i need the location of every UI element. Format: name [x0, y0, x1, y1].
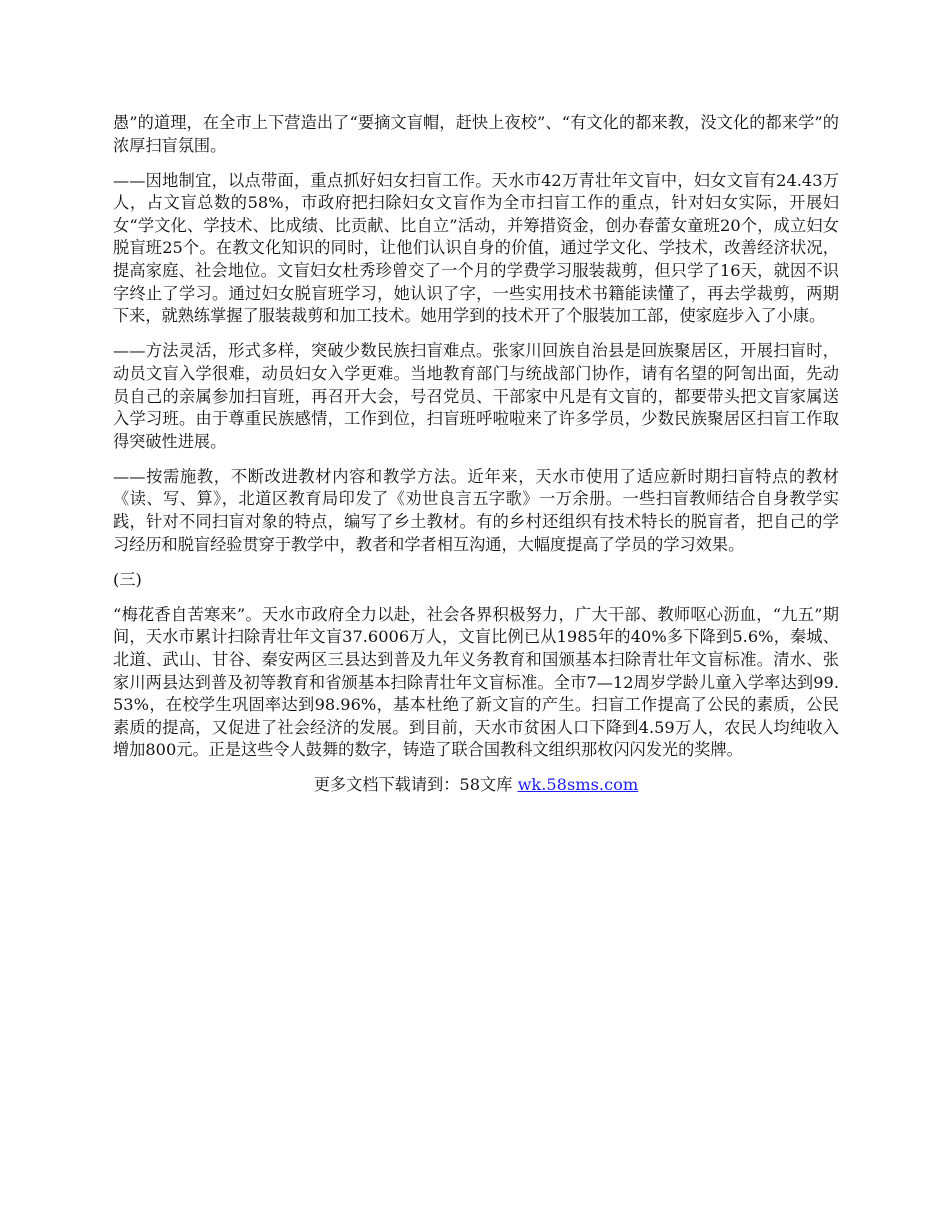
section-heading: (三) [113, 569, 142, 589]
paragraph-intro: 愚”的道理，在全市上下营造出了“要摘文盲帽，赶快上夜校”、“有文化的都来教，没文化的都来学”的浓厚扫盲氛围。 [113, 113, 839, 155]
paragraph-teaching-methods: ——按需施教，不断改进教材内容和教学方法。近年来，天水市使用了适应新时期扫盲特点的教材《读、写、算》，北道区教育局印发了《劝世良言五字歌》一万余册。一些扫盲教师结合自身教学实践，针对不同扫盲对象的特点，编写了乡土教材。有的乡村还组织有技术特长的脱盲者，把自己的学习经历和脱盲经验贯穿于教学中，教者和学者相互沟通，大幅度提高了学员的学习效果。 [113, 466, 839, 554]
paragraph-closing: “梅花香自苦寒来”。天水市政府全力以赴，社会各界积极努力，广大干部、教师呕心沥血，“九五”期间，天水市累计扫除青壮年文盲37.6006万人，文盲比例已从1985年的40%多下降到5.6%，秦城、北道、武山、甘谷、秦安两区三县达到普及九年义务教育和国颁基本扫除青壮年文盲标准。清水、张家川两县达到普及初等教育和省颁基本扫除青壮年文盲标准。全市7—12周岁学龄儿童入学率达到99.53%，在校学生巩固率达到98.96%，基本杜绝了新文盲的产生。扫盲工作提高了公民的素质，公民素质的提高，又促进了社会经济的发展。到目前，天水市贫困人口下降到4.59万人，农民人均纯收入增加800元。正是这些令人鼓舞的数字，铸造了联合国教科文组织那枚闪闪发光的奖牌。 [113, 604, 839, 760]
document-page [113, 112, 839, 796]
download-footer [113, 774, 839, 796]
footer-text: 更多文档下载请到：58文库 [313, 775, 518, 795]
paragraph-minority-literacy: ——方法灵活，形式多样，突破少数民族扫盲难点。张家川回族自治县是回族聚居区，开展扫盲时，动员文盲入学很难，动员妇女入学更难。当地教育部门与统战部门协作，请有名望的阿訇出面，先动员自己的亲属参加扫盲班，再召开大会，号召党员、干部家中凡是有文盲的，都要带头把文盲家属送入学习班。由于尊重民族感情，工作到位，扫盲班呼啦啦来了许多学员，少数民族聚居区扫盲工作取得突破性进展。 [113, 341, 839, 451]
footer-link[interactable]: wk.58sms.com [517, 775, 639, 795]
paragraph-women-literacy: ——因地制宜，以点带面，重点抓好妇女扫盲工作。天水市42万青壮年文盲中，妇女文盲有24.43万人，占文盲总数的58%，市政府把扫除妇女文盲作为全市扫盲工作的重点，针对妇女实际，开展妇女“学文化、学技术、比成绩、比贡献、比自立”活动，并筹措资金，创办春蕾女童班20个，成立妇女脱盲班25个。在教文化知识的同时，让他们认识自身的价值，通过学文化、学技术，改善经济状况，提高家庭、社会地位。文盲妇女杜秀珍曾交了一个月的学费学习服装裁剪，但只学了16天，就因不识字终止了学习。通过妇女脱盲班学习，她认识了字，一些实用技术书籍能读懂了，再去学裁剪，两期下来，就熟练掌握了服装裁剪和加工技术。她用学到的技术开了个服装加工部，使家庭步入了小康。 [113, 170, 839, 326]
